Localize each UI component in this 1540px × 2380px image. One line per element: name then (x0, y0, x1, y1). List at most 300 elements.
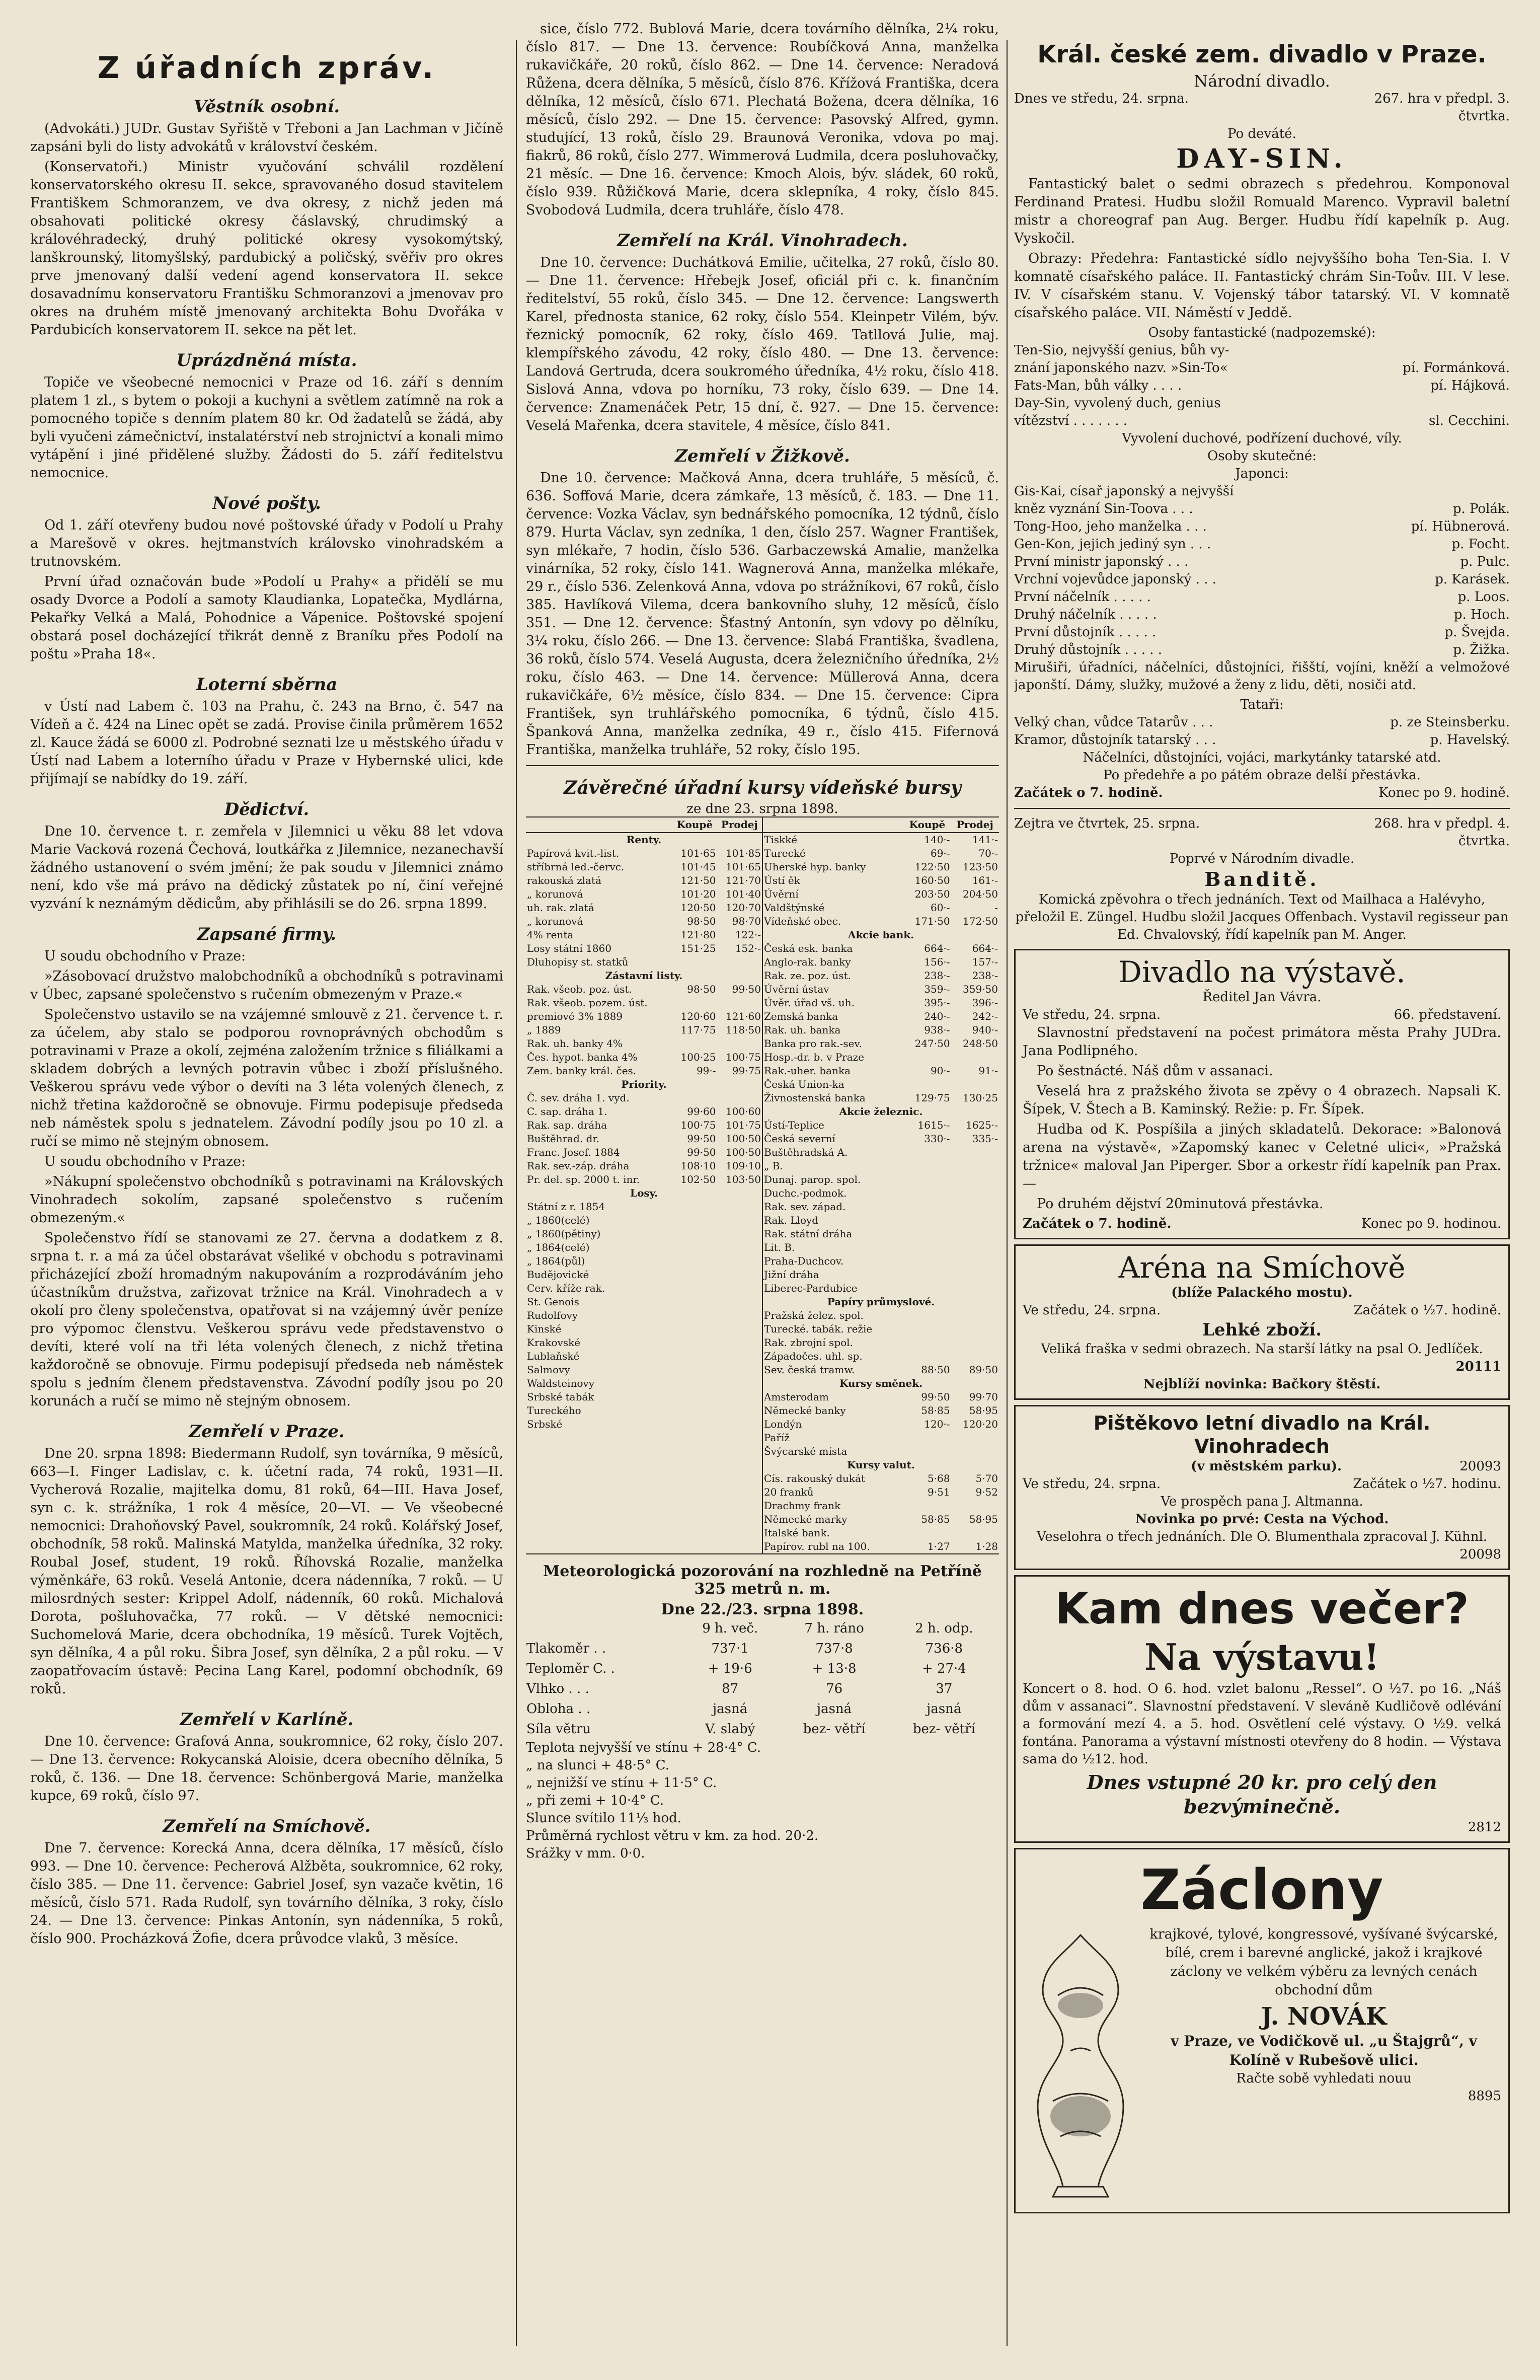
arena-play: Lehké zboží. (1202, 1320, 1322, 1340)
exchange-row (763, 1350, 999, 1363)
exchange-buy (672, 1309, 717, 1322)
exchange-buy: 108·10 (680, 1160, 716, 1172)
exchange-row (763, 1132, 999, 1146)
exchange-row (763, 901, 999, 915)
meteo-cell: V. slabý (705, 1722, 755, 1737)
exchange-buy: 238·- (924, 970, 950, 982)
exhibition-theatre-title: Divadlo na výstavě. (1118, 955, 1406, 989)
exchange-sell: 120·20 (963, 1418, 998, 1430)
exchange-row (763, 1390, 999, 1404)
exchange-buy: 90·- (930, 1065, 950, 1077)
exchange-sell (717, 1268, 762, 1282)
exchange-row (763, 1051, 999, 1064)
exchange-item: Německé marky (764, 1513, 848, 1525)
exchange-row (526, 1037, 762, 1051)
section-heading: Uprázdněná místa. (176, 350, 357, 370)
exchange-row (526, 1309, 762, 1322)
exchange-sell (951, 1078, 999, 1091)
exchange-item: Budějovické (527, 1269, 589, 1281)
section-heading: Zemřelí v Žižkově. (675, 446, 850, 466)
exchange-item: Rak. sev.-záp. dráha (527, 1160, 630, 1172)
section-paragraph: U soudu obchodního v Praze: (44, 1154, 246, 1169)
meteo-row (526, 1679, 999, 1699)
exchange-sell (951, 1445, 999, 1458)
exchange-row (526, 1010, 762, 1023)
exchange-item: Západočes. uhl. sp. (764, 1350, 863, 1362)
exchange-buy (672, 1200, 717, 1214)
exchange-item: Liberec-Pardubice (764, 1282, 858, 1294)
exchange-row (763, 1214, 999, 1227)
exchange-row (526, 928, 762, 942)
exchange-row (526, 1227, 762, 1241)
exchange-item: Rak. sev. západ. (764, 1201, 846, 1213)
pistek-code-2: 20098 (1459, 1547, 1501, 1562)
exchange-buy (903, 1431, 951, 1445)
exchange-row (763, 1309, 999, 1322)
cast-role: Tong-Hoo, jeho manželka . . . (1014, 519, 1207, 534)
meteo-cell: + 27·4 (921, 1661, 966, 1676)
exchange-buy (903, 1282, 951, 1295)
exchange-item: Buštěhradská A. (764, 1146, 848, 1158)
theatre-play: DAY-SIN. (1176, 143, 1348, 174)
cast-role: První důstojník . . . . . (1014, 625, 1157, 640)
cast-actor: pí. Hájková. (1430, 378, 1510, 393)
exchange-buy (903, 1078, 951, 1091)
tonight-text: Koncert o 8. hod. O 6. hod. vzlet balonu „Ressel“. O ½7. po 16. „Náš dům v assanaci“. Slavnostní představení. V sleváně Kudličově odlévání a formování mezí 4. a 5. hod. Osvětlení celé výstavy. O ½9. velká fontána. Panorama a výstavní místnosti otevřeny do 8 hodin. — Výstava sama do ½12. hod. (1023, 1681, 1501, 1767)
exchange-group: Kursy valut. (847, 1459, 915, 1471)
exchange-row (763, 1173, 999, 1186)
exchange-item: Rak. zbrojní spol. (764, 1336, 853, 1349)
cast-row (1014, 518, 1510, 536)
deaths-continued (526, 20, 999, 219)
ad-curtains (1014, 1848, 1510, 2213)
exchange-row (526, 1146, 762, 1159)
exchange-item: „ korunová (527, 888, 583, 900)
meteo-cell: jasná (713, 1701, 748, 1717)
cast-heading: Osoby fantastické (nadpozemské): (1148, 325, 1376, 340)
exchange-row (526, 860, 762, 874)
exhibition-theatre-perf: 66. představení. (1394, 1007, 1501, 1022)
exchange-sell: 101·40 (726, 888, 761, 900)
exchange-item: Krakovské (527, 1336, 581, 1349)
section-heading: Nové pošty. (212, 493, 321, 513)
exchange-item: Sev. česká tramw. (764, 1364, 855, 1376)
cast-row (1014, 342, 1510, 359)
exchange-row (526, 1214, 762, 1227)
exchange-buy (672, 1336, 717, 1350)
exchange-row (763, 1322, 999, 1336)
tonight-entry: Dnes vstupné 20 kr. pro celý den bezvýminečně. (1087, 1771, 1437, 1818)
exchange-row (526, 887, 762, 901)
exchange-row (526, 1390, 762, 1404)
exchange-item: Dluhopisy st. statků (527, 956, 629, 968)
exchange-row (763, 1336, 999, 1350)
cast-row (1014, 571, 1510, 588)
deaths-sections (526, 231, 999, 759)
cast-actor: pí. Hübnerová. (1411, 519, 1510, 534)
exchange-item: Lublaňské (527, 1350, 580, 1362)
exchange-buy (672, 1322, 717, 1336)
exchange-row (763, 1186, 999, 1200)
meteo-extra-line: „ při zemi + 10·4° C. (526, 1793, 664, 1808)
exchange-item: „ 1860(celé) (527, 1214, 590, 1226)
exchange-sell (717, 1227, 762, 1241)
exchange-row (763, 1540, 999, 1553)
cast-actor: p. Pulc. (1460, 554, 1510, 569)
exchange-row (763, 1064, 999, 1078)
exchange-buy: 171·50 (914, 915, 950, 927)
exchange-row (526, 1418, 762, 1431)
exchange-buy (672, 1390, 717, 1404)
curtains-tail: Račte sobě vyhledati nouu (1236, 2071, 1412, 2086)
exchange-sell (717, 1309, 762, 1322)
meteo-cell: Teploměr C. . (526, 1661, 615, 1676)
exchange-sell: 172·50 (963, 915, 998, 927)
exchange-sell: 100·60 (726, 1105, 761, 1118)
column-official-news (30, 20, 503, 2356)
arena-subtitle: (blíže Palackého mostu). (1171, 1285, 1353, 1300)
exchange-sell (951, 1526, 999, 1540)
exchange-item: Kinské (527, 1323, 562, 1335)
exchange-item: uh. rak. zlatá (527, 902, 594, 914)
exchange-row (763, 1499, 999, 1513)
cast-role: Day-Sin, vyvolený duch, genius (1014, 396, 1221, 411)
exchange-sell (951, 1241, 999, 1254)
exchange-sell (951, 1254, 999, 1268)
exchange-row (526, 1350, 762, 1363)
exchange-header: Koupě (903, 817, 951, 833)
exchange-buy (903, 1159, 951, 1173)
cast-actor: p. ze Steinsberku. (1390, 715, 1510, 730)
exchange-sell: 101·85 (726, 847, 761, 859)
exchange-sell: 98·70 (732, 915, 761, 927)
exchange-row (763, 1241, 999, 1254)
exchange-row (526, 1377, 762, 1390)
exchange-item: Franc. Josef. 1884 (527, 1146, 620, 1158)
exchange-sell: 396·- (972, 997, 998, 1009)
cast-actor: sl. Cecchini. (1429, 413, 1510, 428)
exchange-buy: 140·- (924, 834, 950, 846)
section-paragraph: Dne 10. července: Duchátková Emilie, učitelka, 27 roků, číslo 80. — Dne 11. července: Hřebejk Josef, oficiál při c. k. finančním ředitelství, 55 roků, číslo 345. — Dne 12. července: Langswerth Karel, přednosta stanice, 62 roky, číslo 554. Kleinpetr Vilém, býv. řeznický pomocník, 62 roky, číslo 469. Tatllová Julie, maj. klempířského závodu, 42 roky, číslo 480. — Dne 13. července: Landová Gertruda, dcera soukromého úředníka, 4½ roku, číslo 418. Sislová Anna, vdova po horníku, 73 roky, číslo 639. — Dne 14. července: Znamenáček Petr, 15 dní, č. 927. — Dne 15. července: Veselá Mařenka, dcera stavitele, 4 měsíce, číslo 841. (526, 255, 999, 433)
exchange-buy: 117·75 (680, 1024, 716, 1036)
exchange-sell (717, 1404, 762, 1418)
exchange-sell (951, 1431, 999, 1445)
arena-next: Nejblíží novinka: Bačkory štěstí. (1143, 1377, 1381, 1392)
exchange-header-blank (526, 817, 672, 833)
exchange-row (526, 1091, 762, 1105)
exchange-sell: 99·50 (732, 983, 761, 995)
exchange-row (763, 1200, 999, 1214)
exchange-sell: 99·75 (732, 1065, 761, 1077)
exchange-sell: 238·- (972, 970, 998, 982)
exchange-buy (672, 1377, 717, 1390)
meteo-row (526, 1699, 999, 1719)
exchange-table-right (763, 817, 999, 1553)
exchange-group: Kursy směnek. (839, 1377, 923, 1389)
exchange-sell (951, 1051, 999, 1064)
column-rule (1007, 40, 1008, 2346)
exchange-item: Úvěr. úřad vš. uh. (764, 997, 855, 1009)
exchange-buy (672, 1268, 717, 1282)
exchange-sell (951, 1214, 999, 1227)
exchange-buy (672, 1037, 717, 1051)
exchange-row (763, 1282, 999, 1295)
exchange-buy: 58·85 (921, 1404, 950, 1417)
meteo-cell: bez- větří (912, 1722, 975, 1737)
exchange-item: „ B. (764, 1160, 783, 1172)
exchange-row (526, 983, 762, 996)
exchange-item: C. sap. dráha 1. (527, 1105, 607, 1118)
exchange-item: Rak. uh. banky 4% (527, 1037, 623, 1050)
exchange-group: Akcie bank. (848, 929, 914, 941)
exchange-buy: 160·50 (914, 874, 950, 886)
exchange-sell (951, 1322, 999, 1336)
tonight-code: 2812 (1468, 1820, 1501, 1835)
section-heading: Zapsané firmy. (197, 924, 337, 944)
section-heading: Loterní sběrna (196, 675, 338, 695)
exchange-buy: 99·50 (921, 1391, 950, 1403)
exchange-sell: 121·70 (726, 874, 761, 886)
exchange-buy: 98·50 (687, 915, 716, 927)
exhibition-paragraph: Slavnostní představení na počest primátora města Prahy JUDra. Jana Podlipného. (1023, 1025, 1501, 1059)
section-paragraph: Od 1. září otevřeny budou nové poštovské úřady v Podolí u Prahy a Marešově v okres. hejtmanstvích královsko vinohradském a trutnovském. (30, 517, 503, 569)
exchange-row (763, 887, 999, 901)
exchange-title: Závěrečné úřadní kursy vídeňské bursy (564, 777, 961, 798)
exchange-item: Rak. všeob. pozem. úst. (527, 997, 648, 1009)
exchange-item: Papírová kvit.-list. (527, 847, 620, 859)
cast-row (1014, 412, 1510, 430)
exchange-buy (903, 1499, 951, 1513)
exchange-item: Zemská banka (764, 1010, 838, 1022)
exchange-item: Č. sev. dráha 1. vyd. (527, 1092, 630, 1104)
exchange-row (763, 1023, 999, 1037)
exchange-item: Ústí ěk (764, 874, 800, 886)
section-heading: Zemřelí na Král. Vinohradech. (617, 231, 908, 251)
exchange-buy: 5·68 (928, 1472, 950, 1484)
cast-japanese-after: Mirušiři, úřadníci, náčelníci, důstojníci, řišští, vojíni, kněží a velmožové japonští. Dámy, služky, mužové a ženy z lidu, děti, nosiči atd. (1014, 660, 1510, 693)
cast-row (1014, 714, 1510, 731)
pistek-code: 20093 (1459, 1459, 1501, 1474)
exchange-buy: 151·25 (680, 942, 716, 954)
theatre-paragraph: Obrazy: Předehra: Fantastické sídlo nejvyššího boha Ten-Sia. I. V komnatě císařského paláce. II. Fantastický chrám Sin-Toův. III. V lese. IV. V císařském stanu. V. Vojenský tábor tatarský. VI. V komnatě císařského paláce. VII. Náměstí v Jeddě. (1014, 251, 1510, 321)
exchange-header-blank (763, 817, 903, 833)
exchange-sell (717, 996, 762, 1010)
exchange-item: Pr. del. sp. 2000 t. inr. (527, 1173, 640, 1185)
official-news-sections (30, 97, 503, 1948)
exchange-group: Losy. (630, 1187, 658, 1199)
exchange-item: premiové 3% 1889 (527, 1010, 623, 1022)
cast-spirits: Vyvolení duchové, podřízení duchové, víly. (1122, 431, 1402, 446)
exchange-item: Papírov. rubl na 100. (764, 1540, 870, 1552)
exchange-buy: 101·20 (680, 888, 716, 900)
curtains-desc: krajkové, tylové, kongressové, vyšívané švýcarské, bílé, crem i barevné anglické, jakož i krajkové záclony ve velkém výběru za levných cenách obchodní dům (1149, 1926, 1498, 1998)
exchange-row (763, 860, 999, 874)
exchange-header: Prodej (951, 817, 999, 833)
exchange-sell: 91·- (978, 1065, 998, 1077)
arena-code: 20111 (1455, 1359, 1501, 1374)
exchange-sell (717, 1295, 762, 1309)
exchange-buy (672, 1418, 717, 1431)
section-paragraph: Topiče ve všeobecné nemocnici v Praze od 16. září s denním platem 1 zl., s bytem o pokoji a kuchyni a světlem zatímně na rok a pomocného topiče s denním platem 80 kr. Od žadatelů se žádá, aby byli vyučeni zámečnictví, instalatérství neb strojnictví a konali mimo vytápění i jiné přidělené služby. Žádosti do 5. září ředitelstvu nemocnice. (30, 375, 503, 481)
section-paragraph: Dne 20. srpna 1898: Biedermann Rudolf, syn továrníka, 9 měsíců, 663—I. Finger Ladislav, c. k. účetní rada, 74 roků, 1931—II. Vycherová Rozalie, majitelka domu, 81 roků, 64—III. Hava Josef, syn c. k. strážníka, 1 rok 4 měsíce, 20—VI. — Ve všeobecné nemocnici: Drahoňovský Pavel, soukromník, 24 roků. Kolářský Josef, obchodník, 58 roků. Malinská Matylda, manželka úředníka, 32 roky. Roubal Josef, student, 19 roků. Říhovská Rozalie, manželka výměnkáře, 63 roků. Veselá Antonie, dcera nádenníka, 7 roků. — U milosrdných sester: Krippel Adolf, nádenník, 60 roků. Michalová Dorota, pošluhovačka, 77 roků. — V dětské nemocnici: Suchomelová Marie, dcera obchodníka, 19 měsíců. Turek Vojtěch, syn dělníka, 4 a půl roku. Šibra Josef, syn dělníka, 2 a půl roku. — V zaopatřovacím ústavě: Pecina Lang Karel, podomní obchodník, 69 roků. (30, 1446, 503, 1697)
exchange-item: Buštěhrad. dr. (527, 1133, 600, 1145)
exchange-row (763, 874, 999, 887)
exchange-buy: 101·45 (680, 861, 716, 873)
exchange-item: Úvěrní ústav (764, 983, 829, 995)
exchange-row (526, 1064, 762, 1078)
exhibition-theatre-start: Začátek o 7. hodině. (1023, 1216, 1172, 1231)
exchange-item: Pražská želez. spol. (764, 1309, 864, 1321)
exchange-buy (903, 1350, 951, 1363)
exchange-item: Paříž (764, 1432, 790, 1444)
exchange-row (526, 1105, 762, 1119)
pistek-subtitle: (v městském parku). (1191, 1459, 1342, 1474)
column-deaths-and-exchange (526, 20, 999, 2356)
exchange-item: Salmovy (527, 1364, 570, 1376)
exchange-buy: 938·- (924, 1024, 950, 1036)
exchange-buy: 240·- (924, 1010, 950, 1022)
exhibition-paragraph: Veselá hra z pražského života se zpěvy o 4 obrazech. Napsali K. Šípek, V. Štech a B. Kaminský. Režie: p. Fr. Šípek. (1023, 1083, 1501, 1117)
exchange-item: Srbské (527, 1418, 563, 1430)
exchange-sell (717, 1390, 762, 1404)
exchange-buy (903, 1322, 951, 1336)
exchange-sell: 1·28 (975, 1540, 998, 1552)
cast-role: Velký chan, vůdce Tatarův . . . (1014, 715, 1213, 730)
exchange-row (526, 1051, 762, 1064)
exchange-row (526, 1295, 762, 1309)
meteo-cell: 76 (826, 1681, 843, 1696)
exchange-buy: 102·50 (680, 1173, 716, 1185)
section-paragraph: Dne 10. července: Mačková Anna, dcera truhláře, 5 měsíců, č. 636. Soffová Marie, dcera zámkaře, 13 měsíců, č. 183. — Dne 11. července: Vozka Václav, syn bednářského pomocníka, 12 týdnů, číslo 879. Hurta Václav, syn zedníka, 1 den, číslo 257. Wagner František, syn mlékaře, 7 hodin, číslo 536. Garbaczewská Amalie, manželka vinárníka, 52 roky, číslo 141. Wagnerová Anna, manželka mlékaře, 29 r., číslo 536. Zelenková Anna, vdova po strážníkovi, 67 roků, číslo 385. Havlíková Vilema, dcera bankovního sluhy, 12 měsíců, číslo 351. — Dne 12. července: Šťastný Antonín, syn vdovy po dělníku, 3¼ roku, číslo 266. — Dne 13. července: Slabá Františka, švadlena, 36 roků, číslo 574. Veselá Augusta, dcera železničního úředníka, 2½ roku, číslo 463. — Dne 14. července: Müllerová Anna, dcera rukavičkáře, 6½ měsíce, číslo 834. — Dne 15. července: Cipra František, syn truhlářského pomocníka, 6 týdnů, číslo 415. Španková Anna, manželka zedníka, 49 r., číslo 415. Fifernová Františka, manželka truhláře, 52 roky, číslo 195. (526, 470, 999, 758)
exchange-sell: 121·60 (726, 1010, 761, 1022)
exchange-sell: 359·50 (963, 983, 998, 995)
exchange-item: Německé banky (764, 1404, 846, 1417)
theatre-next-desc: Komická zpěvohra o třech jednáních. Text od Mailhaca a Halévyho, přeložil E. Züngel. Hudbu složil Jacques Offenbach. Vystavil regisseur pan Ed. Chvalovský, řídí kapelník pan M. Anger. (1015, 892, 1509, 942)
exchange-sell: 157·- (972, 956, 998, 968)
exchange-buy: 129·75 (914, 1092, 950, 1104)
curtains-code: 8895 (1468, 2089, 1501, 2104)
meteo-cell: + 13·8 (812, 1661, 857, 1676)
exhibition-theatre-date: Ve středu, 24. srpna. (1023, 1007, 1161, 1022)
exchange-sell (717, 1377, 762, 1390)
exchange-row (526, 1282, 762, 1295)
exchange-buy (672, 1404, 717, 1418)
exchange-buy: 120·60 (680, 1010, 716, 1022)
meteo-cell: 736·8 (925, 1641, 963, 1656)
exchange-item: Duchc.-podmok. (764, 1187, 847, 1199)
section-paragraph: První úřad označován bude »Podolí u Prahy« a přidělí se mu osady Dvorce a Podolí a samoty Klaudianka, Lopatečka, Mydlárna, Pekařky Velká a Malá, Pohodnice a Vápenice. Poštovské spojení obstará posel docházející třikrát denně z Braníku přes Podolí na poštu »Praha 18«. (30, 574, 503, 662)
exchange-buy: 60·- (930, 902, 950, 914)
exchange-item: Rak. Lloyd (764, 1214, 819, 1226)
exchange-item: Rak. uh. banka (764, 1024, 841, 1036)
cast-role: Fats-Man, bůh války . . . . (1014, 378, 1182, 393)
section-heading: Zemřelí v Karlíně. (180, 1709, 354, 1730)
exchange-sell (951, 1159, 999, 1173)
exchange-sell: 100·75 (726, 1051, 761, 1063)
exchange-sell: 122·- (735, 929, 761, 941)
pistek-benefit: Ve prospěch pana J. Altmanna. (1161, 1494, 1363, 1509)
exchange-item: Banka pro rak.-sev. (764, 1037, 862, 1050)
meteo-row (526, 1719, 999, 1739)
exchange-item: Turecké. tabák. režie (764, 1323, 873, 1335)
exchange-buy (903, 1445, 951, 1458)
exchange-item: Lit. B. (764, 1241, 795, 1253)
exchange-sell: 204·50 (963, 888, 998, 900)
cast-actor: p. Focht. (1451, 537, 1510, 552)
exchange-row (763, 915, 999, 928)
exchange-item: Česká esk. banka (764, 942, 853, 954)
cast-row (1014, 588, 1510, 606)
exchange-sell: 103·50 (726, 1173, 761, 1185)
theatre-times (1014, 784, 1510, 802)
pistek-desc: Veselohra o třech jednáních. Dle O. Blumenthala zpracoval J. Kühnl. (1036, 1529, 1488, 1544)
exchange-sell (951, 1336, 999, 1350)
exchange-sell: 5·70 (975, 1472, 998, 1484)
exchange-row (763, 1363, 999, 1377)
exchange-group: Renty. (626, 834, 662, 846)
exchange-sell (951, 1200, 999, 1214)
exchange-buy (672, 1227, 717, 1241)
exchange-sell: - (994, 902, 998, 914)
exchange-item: Tureckého (527, 1404, 581, 1417)
exchange-sell (951, 1350, 999, 1363)
exchange-row (763, 1526, 999, 1540)
exchange-row (763, 1146, 999, 1159)
exchange-sell: 70·- (978, 847, 998, 859)
theatre-perf-no: 267. hra v předpl. 3. čtvrtka. (1374, 91, 1510, 124)
exchange-buy (672, 1295, 717, 1309)
exchange-sell: 123·50 (963, 861, 998, 873)
cast-role: Gen-Kon, jejich jediný syn . . . (1014, 537, 1211, 552)
cast-role: Ten-Sio, nejvyšší genius, bůh vy- (1014, 343, 1229, 358)
exchange-table (526, 816, 999, 1554)
cast-actor: p. Karásek. (1435, 572, 1510, 587)
exchange-buy (903, 1173, 951, 1186)
cast-row (1014, 624, 1510, 641)
exchange-item: Tiskké (764, 834, 798, 846)
exchange-item: Zem. banky král. čes. (527, 1065, 637, 1077)
exchange-row (526, 1268, 762, 1282)
exchange-sell (717, 1363, 762, 1377)
exchange-item: Rak. ze. poz. úst. (764, 970, 851, 982)
meteo-title: Meteorologická pozorování na rozhledně na Petříně 325 metrů n. m. (543, 1563, 982, 1598)
exchange-row (763, 1010, 999, 1023)
exchange-item: Státní z r. 1854 (527, 1201, 605, 1213)
exchange-buy (672, 1091, 717, 1105)
exchange-row (526, 1159, 762, 1173)
exchange-item: Rak. všeob. poz. úst. (527, 983, 632, 995)
theatre-next-first: Poprvé v Národním divadle. (1169, 851, 1355, 866)
section-paragraph: U soudu obchodního v Praze: (44, 948, 246, 964)
curtains-firm: J. NOVÁK (1261, 2002, 1387, 2031)
pistek-title: Pištěkovo letní divadlo na Král. Vinohradech (1093, 1412, 1431, 1457)
exhibition-theatre-director: Ředitel Jan Vávra. (1202, 990, 1322, 1005)
cast-role: Gis-Kai, císař japonský a nejvyšší (1014, 484, 1234, 499)
ad-arena-smichov (1014, 1244, 1510, 1400)
exchange-sell: 118·50 (726, 1024, 761, 1036)
section-paragraph: Dne 7. července: Korecká Anna, dcera dělníka, 17 měsíců, číslo 993. — Dne 10. července: Pecherová Alžběta, soukromnice, 62 roky, číslo 385. — Dne 11. července: Gabriel Josef, syn vazače květin, 16 měsíců, číslo 571. Rada Rudolf, syn továrního dělníka, 3 roky, číslo 24. — Dne 13. července: Pinkas Antonín, syn nádenníka, 5 roků, číslo 900. Procházková Žofie, dcera průvodce vlaků, 3 měsíce. (30, 1840, 503, 1947)
exchange-group: Priority. (621, 1078, 667, 1090)
exchange-buy: 359·- (924, 983, 950, 995)
exhibition-paragraph: Hudba od K. Pospíšila a jiných skladatelů. Dekorace: »Balonová arena na výstavě«, »Zapomský kanec v Celetné ulici«, »Pražská tržnice« maloval Jan Piperger. Sbor a orkestr řídí kapelník pan Prax. — (1023, 1122, 1501, 1192)
meteo-cell: bez- větří (803, 1722, 866, 1737)
exchange-sell (951, 1227, 999, 1241)
exchange-item: Ústí-Teplice (764, 1119, 824, 1131)
exchange-buy: 120·- (924, 1418, 950, 1430)
exchange-buy: 99·60 (687, 1105, 716, 1118)
exchange-buy (903, 1051, 951, 1064)
exchange-sell (717, 1091, 762, 1105)
